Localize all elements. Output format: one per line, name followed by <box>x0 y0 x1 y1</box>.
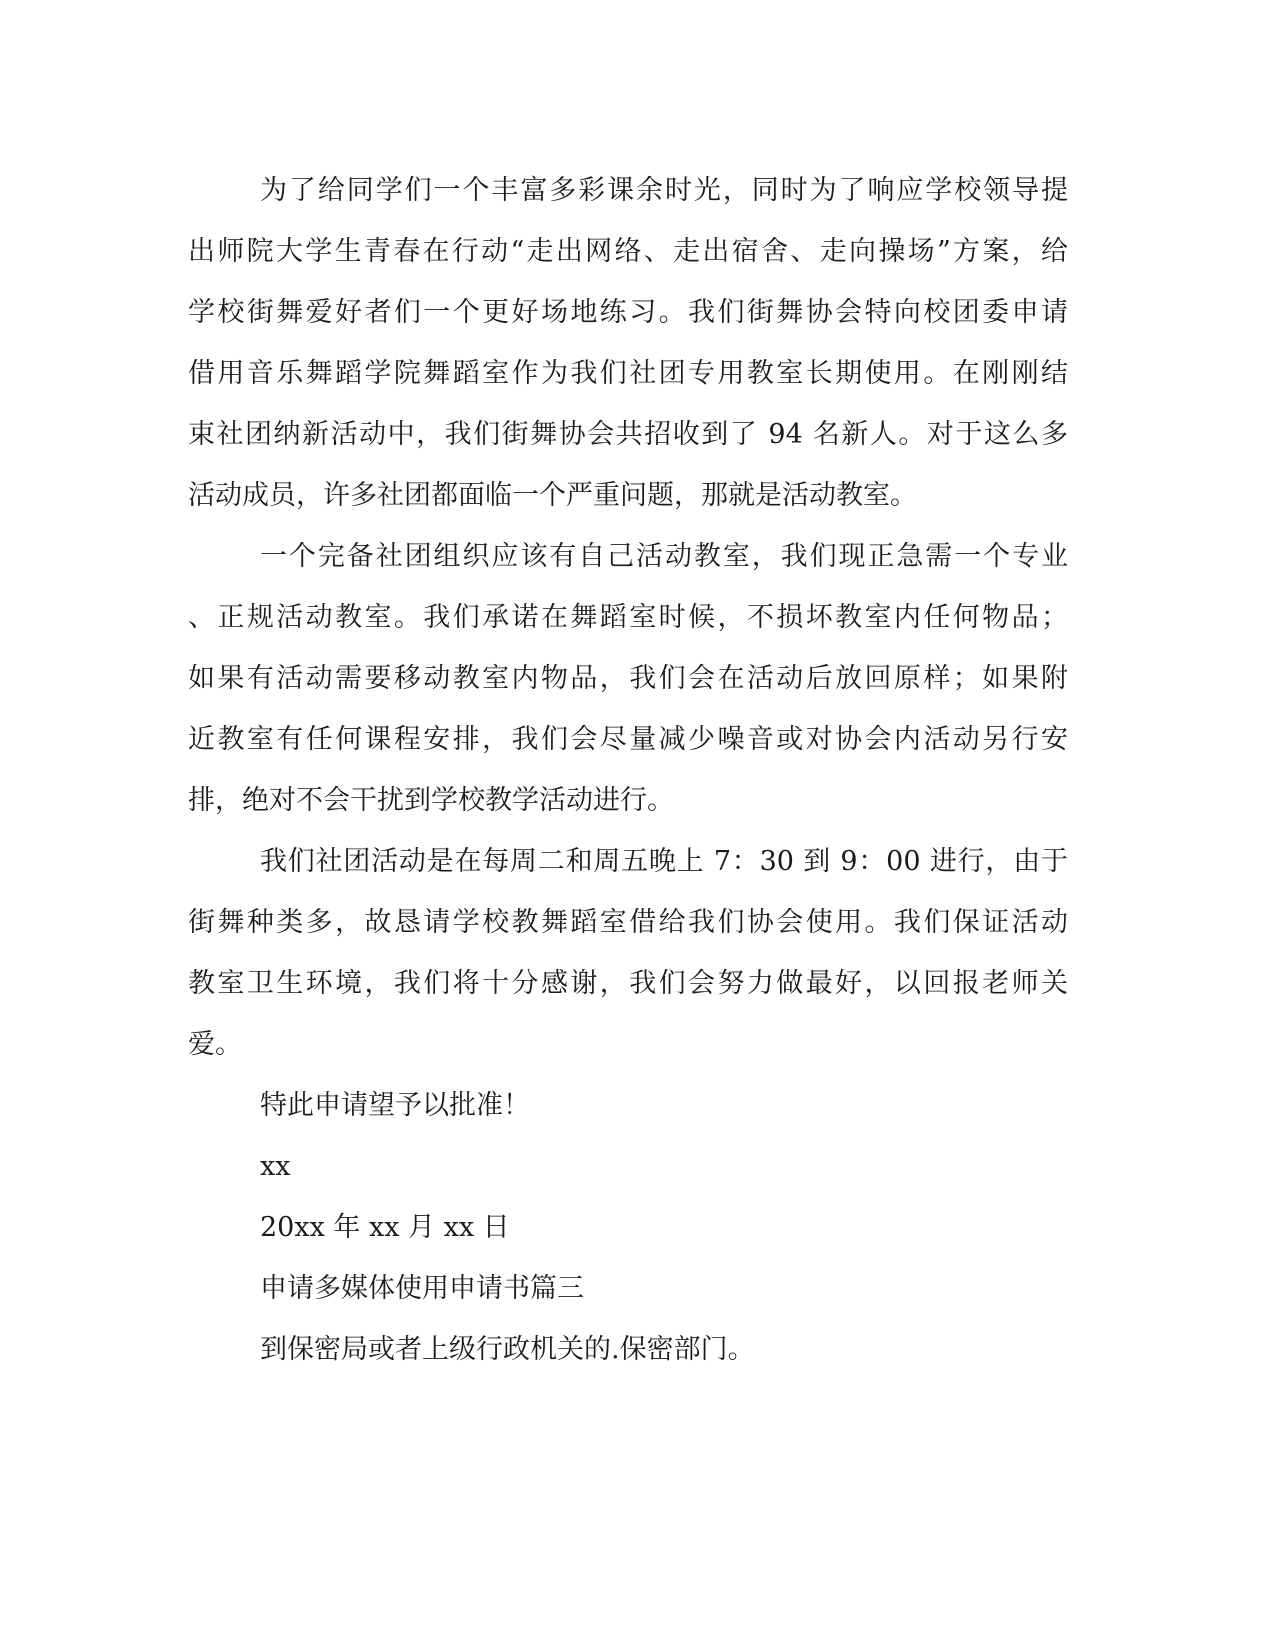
paragraph-line: 教室卫生环境，我们将十分感谢，我们会努力做最好，以回报老师关 <box>188 968 1068 999</box>
paragraph-line: 为了给同学们一个丰富多彩课余时光，同时为了响应学校领导提 <box>260 175 1068 206</box>
paragraph-line: 借用音乐舞蹈学院舞蹈室作为我们社团专用教室长期使用。在刚刚结 <box>188 358 1068 389</box>
paragraph-line: 学校街舞爱好者们一个更好场地练习。我们街舞协会特向校团委申请 <box>188 297 1068 328</box>
paragraph-line: 街舞种类多，故恳请学校教舞蹈室借给我们协会使用。我们保证活动 <box>188 907 1068 938</box>
paragraph-3 <box>188 831 1068 1075</box>
document-body <box>188 160 1068 1380</box>
paragraph-line: 如果有活动需要移动教室内物品，我们会在活动后放回原样；如果附 <box>188 663 1068 694</box>
paragraph-line: 一个完备社团组织应该有自己活动教室，我们现正急需一个专业 <box>260 541 1068 572</box>
date-line: 20xx 年 xx 月 xx 日 <box>260 1212 510 1243</box>
paragraph-line: 近教室有任何课程安排，我们会尽量减少噪音或对协会内活动另行安 <box>188 724 1068 755</box>
paragraph-line: 出师院大学生青春在行动“走出网络、走出宿舍、走向操场”方案，给 <box>188 236 1068 267</box>
paragraph-line: 束社团纳新活动中，我们街舞协会共招收到了 94 名新人。对于这么多 <box>188 419 1068 450</box>
closing-line: 特此申请望予以批准！ <box>260 1090 530 1121</box>
section-first-line: 到保密局或者上级行政机关的.保密部门。 <box>260 1334 755 1365</box>
paragraph-1 <box>188 160 1068 526</box>
paragraph-2 <box>188 526 1068 831</box>
paragraph-line: 爱。 <box>188 1029 242 1060</box>
paragraph-line: 排，绝对不会干扰到学校教学活动进行。 <box>188 785 674 816</box>
signature: xx <box>260 1151 291 1182</box>
paragraph-line: 、正规活动教室。我们承诺在舞蹈室时候，不损坏教室内任何物品； <box>188 602 1068 633</box>
paragraph-line: 我们社团活动是在每周二和周五晚上 7：30 到 9：00 进行，由于 <box>260 846 1068 877</box>
paragraph-line: 活动成员，许多社团都面临一个严重问题，那就是活动教室。 <box>188 480 917 511</box>
section-title: 申请多媒体使用申请书篇三 <box>260 1273 584 1304</box>
